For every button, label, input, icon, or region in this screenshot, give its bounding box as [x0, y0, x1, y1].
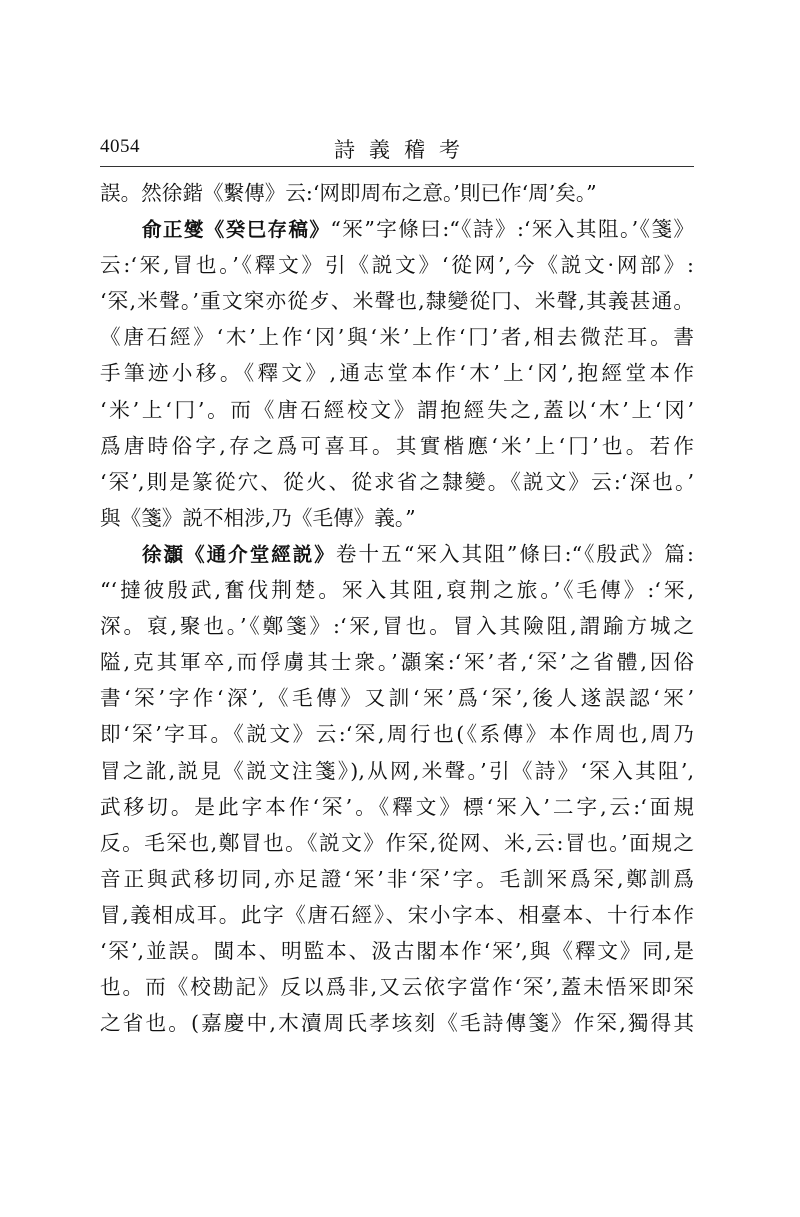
line-text: “‘撻彼殷武,奮伐荆楚。冞入其阻,裒荆之旅。’《毛傳》:‘冞, — [100, 578, 694, 603]
body-text — [100, 175, 694, 1041]
text-line — [100, 897, 694, 933]
text-line — [100, 464, 694, 500]
text-line — [100, 536, 694, 572]
line-text: ‘罙’,並誤。閩本、明監本、汲古閣本作‘冞’,與《釋文》同,是 — [100, 938, 694, 963]
cited-work-heading: 俞正燮《癸巳存稿》 — [142, 218, 331, 242]
line-text: 爲唐時俗字,存之爲可喜耳。其實楷應‘米’上‘冂’也。若作 — [100, 433, 694, 458]
line-text: 手筆迹小移。《釋文》,通志堂本作‘木’上‘冈’,抱經堂本作 — [100, 361, 694, 386]
text-line — [100, 175, 694, 211]
text-line — [100, 861, 694, 897]
text-line — [100, 392, 694, 428]
cited-work-heading: 徐灝《通介堂經説》 — [142, 542, 336, 566]
line-text: 音正與武移切同,亦足證‘冞’非‘罙’字。毛訓冞爲罙,鄭訓爲 — [100, 866, 694, 891]
text-line — [100, 753, 694, 789]
line-text: 隘,克其軍卒,而俘虜其士衆。’灝案:‘冞’者,‘罙’之省體,因俗 — [100, 650, 694, 675]
text-line — [100, 1005, 694, 1041]
text-line — [100, 933, 694, 969]
text-line — [100, 608, 694, 644]
text-line — [100, 825, 694, 861]
line-text: 冒之訛,説見《説文注箋》),从网,米聲。’引《詩》‘罙入其阻’, — [100, 758, 694, 783]
line-text: 書‘罙’字作‘深’,《毛傳》又訓‘冞’爲‘罙’,後人遂誤認‘冞’ — [100, 686, 694, 711]
line-text: “冞”字條曰:“《詩》:‘冞入其阻。’《箋》 — [330, 217, 694, 242]
text-line — [100, 644, 694, 680]
line-text: 武移切。是此字本作‘罙’。《釋文》標‘冞入’二字,云:‘面規 — [100, 794, 694, 819]
line-text: ‘米’上‘冂’。而《唐石經校文》謂抱經失之,蓋以‘木’上‘冈’ — [100, 397, 694, 422]
text-line — [100, 355, 694, 391]
line-text: 卷十五“冞入其阻”條曰:“《殷武》篇: — [335, 541, 694, 566]
text-line — [100, 969, 694, 1005]
line-text: 也。而《校勘記》反以爲非,又云依字當作‘罙’,蓋未悟冞即罙 — [100, 975, 694, 1000]
line-text: 深。裒,聚也。’《鄭箋》:‘冞,冒也。冒入其險阻,謂踰方城之 — [100, 614, 694, 639]
line-text: 云:‘冞,冒也。’《釋文》引《説文》‘從网’,今《説文·网部》: — [100, 253, 694, 278]
text-line — [100, 283, 694, 319]
page-number: 4054 — [100, 136, 140, 157]
line-text: ‘罙’,則是篆從穴、從火、從求省之隸變。《説文》云:‘深也。’ — [100, 469, 694, 494]
text-line — [100, 211, 694, 247]
text-line — [100, 716, 694, 752]
line-text: 與《箋》説不相涉,乃《毛傳》義。” — [100, 505, 416, 530]
line-text: 反。毛罙也,鄭冒也。《説文》作罙,從网、米,云:冒也。’面規之 — [100, 830, 694, 855]
text-line — [100, 319, 694, 355]
text-line — [100, 572, 694, 608]
line-text: 即‘罙’字耳。《説文》云:‘罙,周行也(《系傳》本作周也,周乃 — [100, 722, 694, 747]
text-line — [100, 789, 694, 825]
header-rule — [100, 166, 694, 167]
line-text: ‘罙,米聲。’重文穼亦從歺、米聲也,隸變從冂、米聲,其義甚通。 — [100, 289, 694, 314]
line-text: 冒,義相成耳。此字《唐石經》、宋小字本、相臺本、十行本作 — [100, 902, 694, 927]
text-line — [100, 247, 694, 283]
line-text: 誤。然徐鍇《繫傳》云:‘网即周布之意。’則已作‘周’矣。” — [100, 181, 597, 205]
line-text: 之省也。(嘉慶中,木瀆周氏孝垓刻《毛詩傳箋》作罙,獨得其 — [100, 1011, 694, 1036]
text-line — [100, 428, 694, 464]
text-line — [100, 500, 694, 536]
running-title: 詩義稽考 — [334, 138, 474, 162]
text-line — [100, 680, 694, 716]
page-header — [100, 136, 694, 166]
line-text: 《唐石經》‘木’上作‘冈’與‘米’上作‘冂’者,相去微茫耳。書 — [100, 325, 694, 350]
